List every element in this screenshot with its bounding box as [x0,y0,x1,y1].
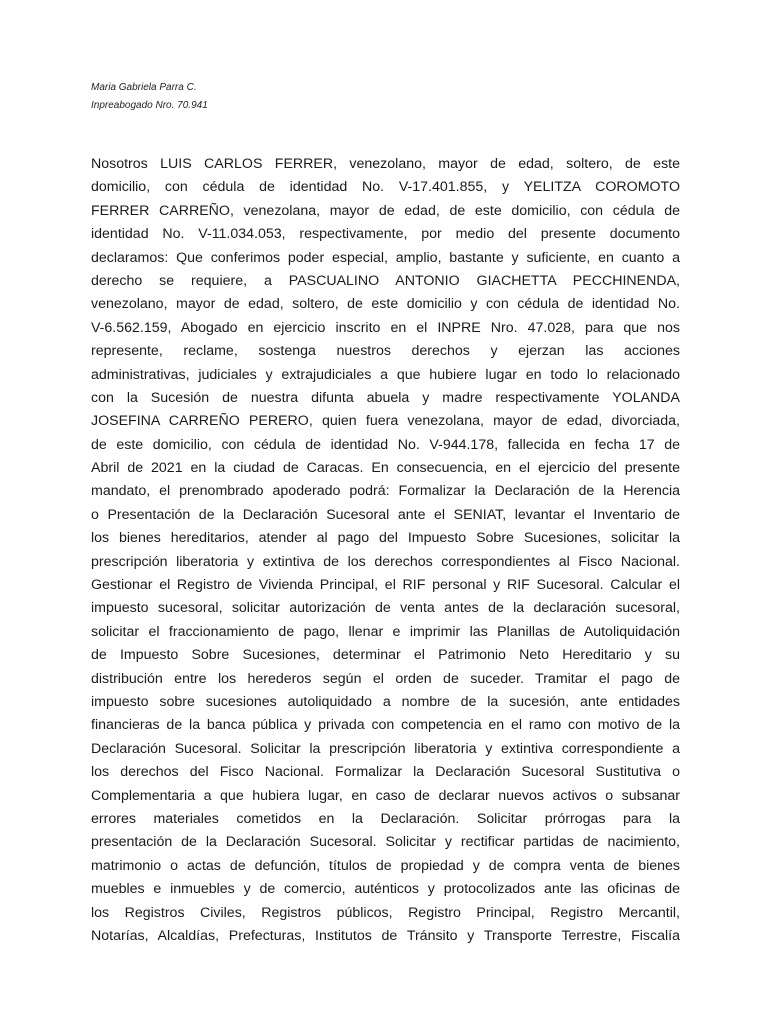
body-line: represente, reclame, sostenga nuestros derechos y ejerzan las acciones [91,343,680,360]
body-line: con la Sucesión de nuestra difunta abuela y madre respectivamente YOLANDA [91,389,680,406]
body-line: los Registros Civiles, Registros públicos, Registro Principal, Registro Mercantil, [91,904,680,921]
body-line: administrativas, judiciales y extrajudiciales a que hubiere lugar en todo lo relacionado [91,366,680,383]
letterhead [91,79,208,115]
attorney-name: Maria Gabriela Parra C. [91,82,197,93]
body-line: los derechos del Fisco Nacional. Formalizar la Declaración Sucesoral Sustitutiva o [91,764,680,781]
body-line: Declaración Sucesoral. Solicitar la prescripción liberatoria y extintiva correspondiente a [91,740,680,757]
body-line: Abril de 2021 en la ciudad de Caracas. En consecuencia, en el ejercicio del presente [91,460,680,477]
body-line: prescripción liberatoria y extintiva de los derechos correspondientes al Fisco Nacional. [91,553,680,570]
body-line: identidad No. V-11.034.053, respectivamente, por medio del presente documento [91,226,680,243]
body-line: Nosotros LUIS CARLOS FERRER, venezolano, mayor de edad, soltero, de este [91,156,680,172]
body-line: de Impuesto Sobre Sucesiones, determinar el Patrimonio Neto Hereditario y su [91,647,680,664]
body-line: distribución entre los herederos según el orden de suceder. Tramitar el pago de [91,670,680,687]
body-line: los bienes hereditarios, atender al pago del Impuesto Sobre Sucesiones, solicitar la [91,530,680,547]
body-line: Gestionar el Registro de Vivienda Principal, el RIF personal y RIF Sucesoral. Calcular el [91,577,680,594]
attorney-registration: Inpreabogado Nro. 70.941 [91,100,208,111]
body-line: financieras de la banca pública y privada con competencia en el ramo con motivo de la [91,717,680,734]
body-line: V-6.562.159, Abogado en ejercicio inscrito en el INPRE Nro. 47.028, para que nos [91,319,680,336]
body-line: impuesto sobre sucesiones autoliquidado a nombre de la sucesión, ante entidades [91,693,680,710]
body-line: matrimonio o actas de defunción, títulos de propiedad y de compra venta de bienes [91,857,680,874]
body-line: FERRER CARREÑO, venezolana, mayor de edad, de este domicilio, con cédula de [91,202,680,219]
body-line: declaramos: Que conferimos poder especial, amplio, bastante y suficiente, en cuanto a [91,249,680,266]
power-of-attorney-body [91,153,680,948]
body-line: errores materiales cometidos en la Declaración. Solicitar prórrogas para la [91,810,680,827]
body-line: domicilio, con cédula de identidad No. V-17.401.855, y YELITZA COROMOTO [91,179,680,196]
body-line: JOSEFINA CARREÑO PERERO, quien fuera venezolana, mayor de edad, divorciada, [91,413,680,430]
body-line: de este domicilio, con cédula de identidad No. V-944.178, fallecida en fecha 17 de [91,436,680,453]
body-line: derecho se requiere, a PASCUALINO ANTONIO GIACHETTA PECCHINENDA, [91,272,680,289]
body-line: presentación de la Declaración Sucesoral. Solicitar y rectificar partidas de nacimiento, [91,834,680,851]
body-line: venezolano, mayor de edad, soltero, de este domicilio y con cédula de identidad No. [91,296,680,313]
body-line: solicitar el fraccionamiento de pago, llenar e imprimir las Planillas de Autoliquidación [91,623,680,640]
body-line: Complementaria a que hubiera lugar, en caso de declarar nuevos activos o subsanar [91,787,680,804]
body-line: mandato, el prenombrado apoderado podrá: Formalizar la Declaración de la Herencia [91,483,680,500]
body-line: o Presentación de la Declaración Sucesoral ante el SENIAT, levantar el Inventario de [91,506,680,523]
body-line: impuesto sucesoral, solicitar autorización de venta antes de la declaración sucesoral, [91,600,680,617]
body-line: muebles e inmuebles y de comercio, auténticos y protocolizados ante las oficinas de [91,881,680,898]
body-line: Notarías, Alcaldías, Prefecturas, Institutos de Tránsito y Transporte Terrestre, Fiscalía [91,927,680,944]
